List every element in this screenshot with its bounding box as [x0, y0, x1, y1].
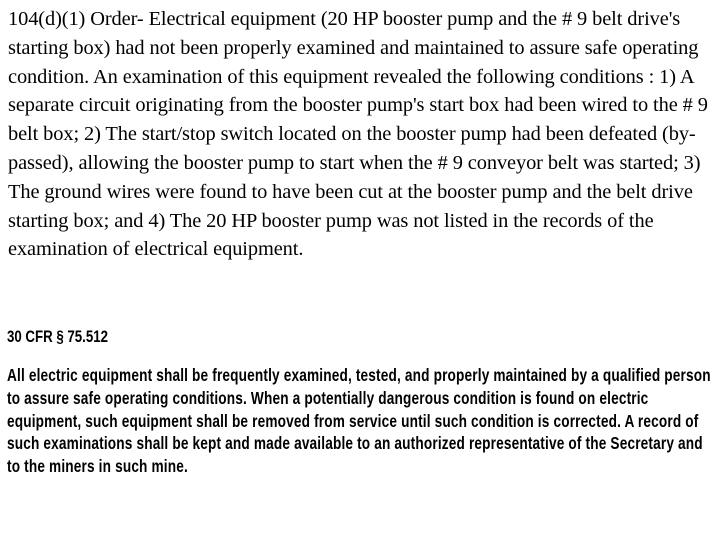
regulation-text: All electric equipment shall be frequently examined, tested, and properly maintained by a qualified person to assure safe operating conditions. When a potentially dangerous condition is found on electric equipment, such equipment shall be removed from service until such condition is corrected. A record of such examinations shall be kept and made available to an authorized representative of the Secretary and to the miners in such mine.	[7, 365, 711, 477]
cfr-citation-heading: 30 CFR § 75.512	[7, 327, 108, 346]
order-description: 104(d)(1) Order- Electrical equipment (20 HP booster pump and the # 9 belt drive's starting box) had not been properly examined and maintained to assure safe operating condition. An examination of this equipment revealed the following conditions : 1) A separate circuit originating from the booster pump's start box had been wired to the # 9 belt box; 2) The start/stop switch located on the booster pump had been defeated (by-passed), allowing the booster pump to start when the # 9 conveyor belt was started; 3) The ground wires were found to have been cut at the booster pump and the belt drive starting box; and 4) The 20 HP booster pump was not listed in the records of the examination of electrical equipment.	[8, 8, 708, 261]
